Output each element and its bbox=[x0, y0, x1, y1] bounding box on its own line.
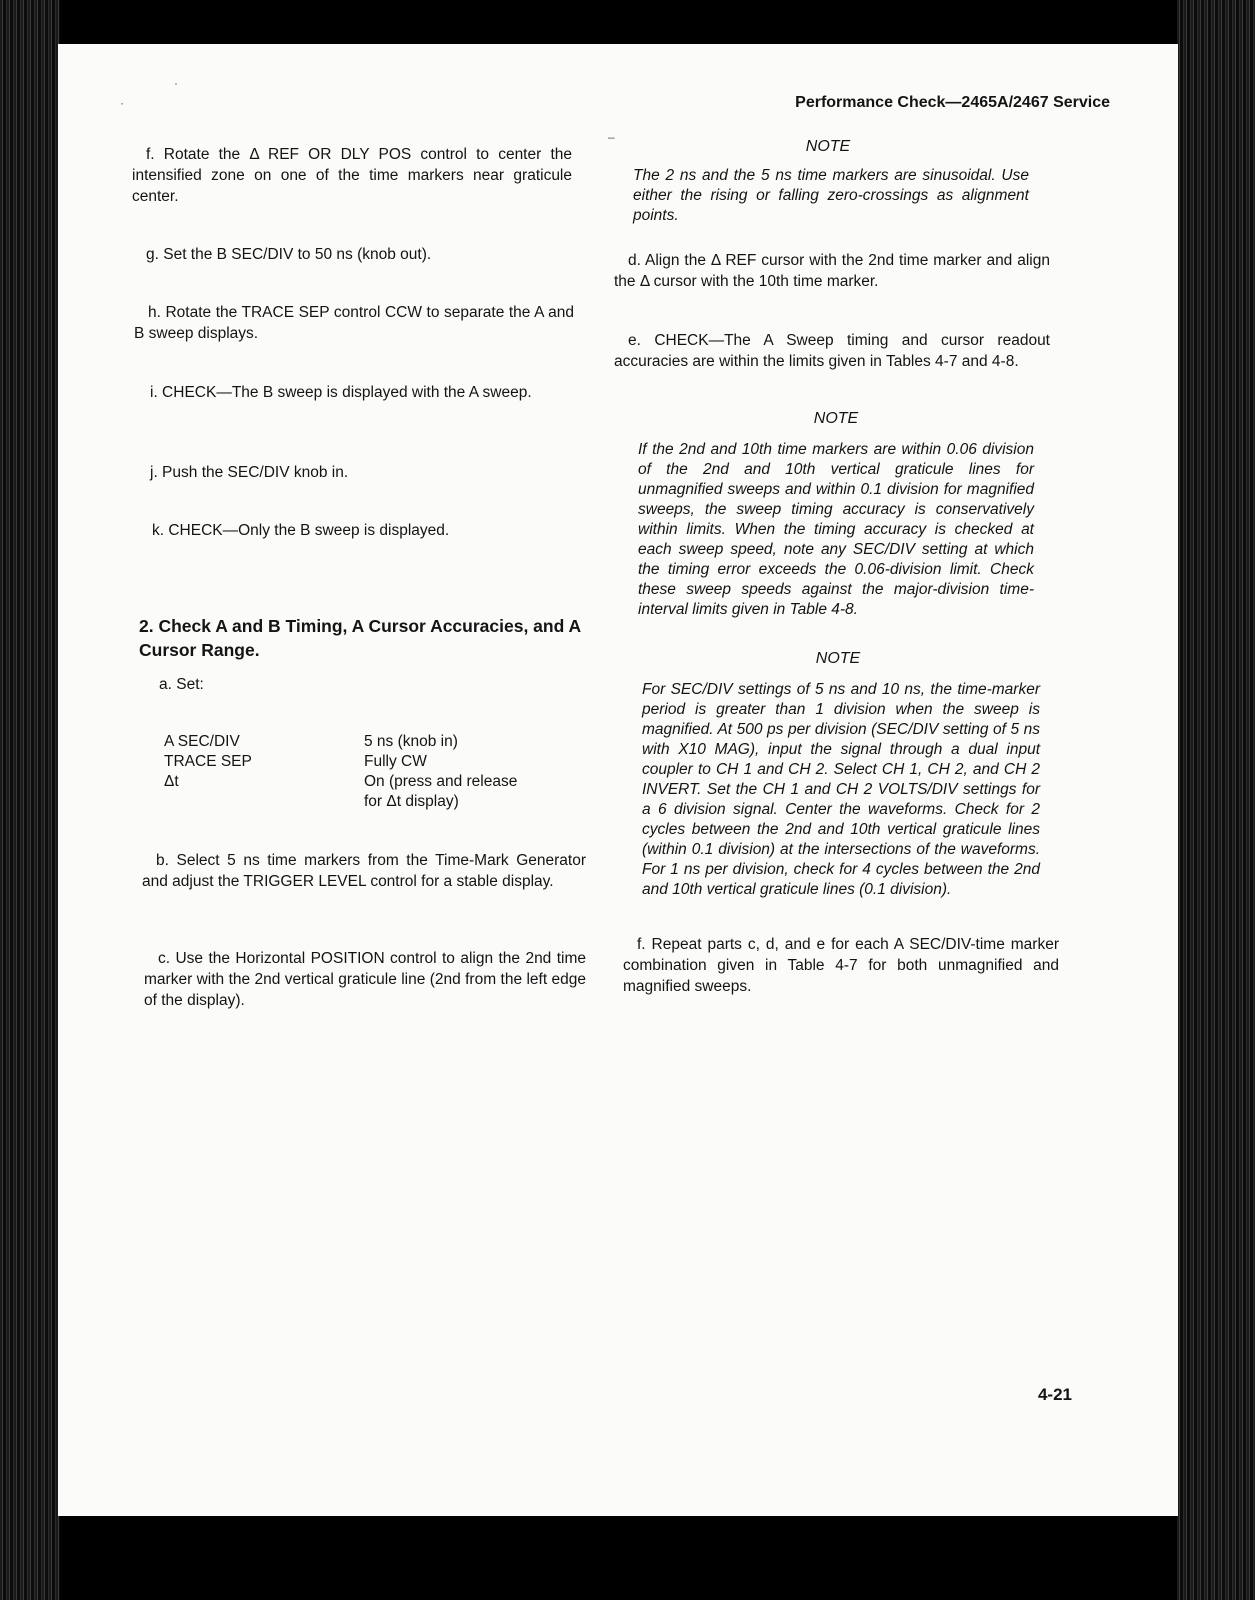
setting-value-line-2: for Δt display) bbox=[364, 793, 459, 810]
setting-label: Δt bbox=[164, 773, 179, 790]
step-h: h. Rotate the TRACE SEP control CCW to separate the A and B sweep displays. bbox=[134, 304, 574, 342]
step-d: d. Align the Δ REF cursor with the 2nd time marker and align the Δ cursor with the 10th time marker. bbox=[614, 252, 1050, 290]
scan-edge-right bbox=[1177, 0, 1255, 1600]
note-heading-1: NOTE bbox=[805, 138, 851, 155]
settings-row bbox=[164, 732, 517, 752]
running-header: Performance Check—2465A/2467 Service bbox=[795, 94, 1110, 111]
settings-table bbox=[164, 732, 517, 812]
note-heading-2: NOTE bbox=[813, 410, 859, 427]
note-heading-3: NOTE bbox=[815, 650, 861, 667]
note-3: For SEC/DIV settings of 5 ns and 10 ns, the time-marker period is greater than 1 division when the sweep is magnified. At 500 ps per division (SEC/DIV setting of 5 ns with X10 MAG), input the signal through a dual input coupler to CH 1 and CH 2. Select CH 1, CH 2, and CH 2 INVERT. Set the CH 1 and CH 2 VOLTS/DIV settings for a 6 division signal. Center the waveforms. Check for 2 cycles between the 2nd and 10th vertical graticule lines (within 0.1 division) at the intersections of the waveforms. For 1 ns per division, check for 4 cycles between the 2nd and 10th vertical graticule lines (0.1 division). bbox=[642, 681, 1040, 898]
step-f: f. Rotate the Δ REF OR DLY POS control to center the intensified zone on one of the time markers near graticule center. bbox=[132, 146, 572, 205]
step-j: j. Push the SEC/DIV knob in. bbox=[150, 464, 349, 481]
note-2: If the 2nd and 10th time markers are within 0.06 division of the 2nd and 10th vertical graticule lines for unmagnified sweeps and within 0.1 division for magnified sweeps, the sweep timing accuracy is conservatively within limits. When the timing accuracy is checked at each sweep speed, note any SEC/DIV setting at which the timing error exceeds the 0.06-division limit. Check these sweep speeds against the major-division time-interval limits given in Table 4-8. bbox=[638, 441, 1034, 618]
section-heading: 2. Check A and B Timing, A Cursor Accuracies, and A Cursor Range. bbox=[139, 616, 581, 660]
settings-row bbox=[164, 772, 517, 812]
step-c: c. Use the Horizontal POSITION control to align the 2nd time marker with the 2nd vertical graticule line (2nd from the left edge of the display). bbox=[144, 950, 586, 1009]
setting-value: 5 ns (knob in) bbox=[364, 733, 458, 750]
scan-speck: – bbox=[608, 130, 615, 144]
step-g: g. Set the B SEC/DIV to 50 ns (knob out). bbox=[146, 246, 432, 263]
document-page bbox=[58, 44, 1178, 1516]
step-e: e. CHECK—The A Sweep timing and cursor readout accuracies are within the limits given in Tables 4-7 and 4-8. bbox=[614, 332, 1050, 370]
scan-speck: · bbox=[120, 96, 124, 110]
step-i: i. CHECK—The B sweep is displayed with the A sweep. bbox=[150, 384, 532, 401]
step-k: k. CHECK—Only the B sweep is displayed. bbox=[152, 522, 450, 539]
scan-edge-left bbox=[0, 0, 60, 1600]
page-number: 4-21 bbox=[1037, 1385, 1072, 1404]
setting-value-line-1: On (press and release bbox=[364, 773, 518, 790]
setting-value: Fully CW bbox=[364, 753, 427, 770]
step-f-repeat: f. Repeat parts c, d, and e for each A SEC/DIV-time marker combination given in Table 4-7 for both unmagnified and magnified sweeps. bbox=[623, 936, 1059, 995]
scan-speck: · bbox=[174, 76, 178, 90]
setting-value bbox=[364, 772, 517, 812]
setting-label: TRACE SEP bbox=[164, 753, 252, 770]
step-b: b. Select 5 ns time markers from the Time-Mark Generator and adjust the TRIGGER LEVEL control for a stable display. bbox=[142, 852, 586, 890]
note-1: The 2 ns and the 5 ns time markers are sinusoidal. Use either the rising or falling zero-crossings as alignment points. bbox=[633, 167, 1029, 224]
setting-label: A SEC/DIV bbox=[164, 733, 240, 750]
step-a: a. Set: bbox=[159, 676, 204, 693]
settings-row bbox=[164, 752, 517, 772]
